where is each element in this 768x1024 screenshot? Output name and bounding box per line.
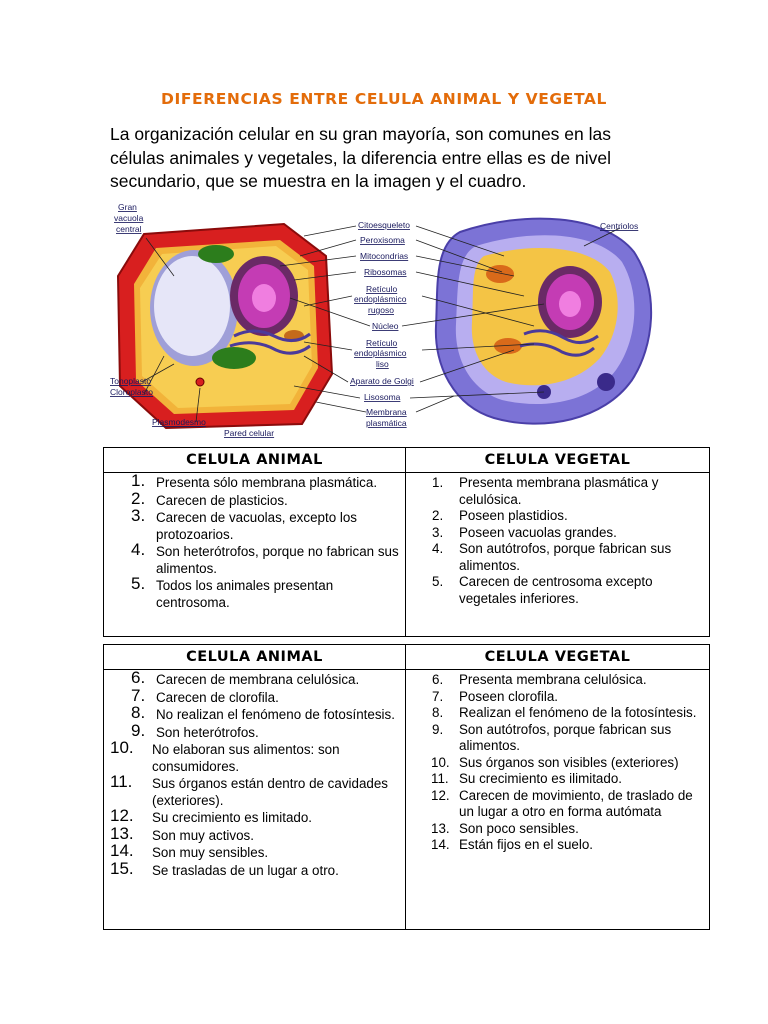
item-text: Todos los animales presentan centrosoma. <box>156 578 334 610</box>
list-item <box>406 475 703 508</box>
item-number: 12. <box>431 787 450 803</box>
intro-paragraph: La organización celular en su gran mayoría, son comunes en las células animales y vegetales, la diferencia entre ellas es de nivel secundario, que se muestra en la imagen y el cuadro. <box>110 124 611 191</box>
list-item <box>104 772 399 809</box>
item-number: 11. <box>110 772 133 791</box>
item-text: Poseen plastidios. <box>459 508 568 523</box>
list-item <box>406 788 703 821</box>
list-item <box>406 705 703 722</box>
item-number: 11. <box>431 771 449 786</box>
item-number: 8. <box>131 703 146 722</box>
animal-column <box>104 473 406 637</box>
vegetal-list <box>406 670 709 858</box>
list-item <box>406 771 703 788</box>
label-plasmodesmo: Plasmodesmo <box>152 417 206 427</box>
label-gran-vacuola-2: vacuola <box>114 213 144 223</box>
list-item <box>104 720 399 742</box>
item-text: Su crecimiento es limitado. <box>152 810 313 825</box>
item-text: Sus órganos son visibles (exteriores) <box>459 754 679 770</box>
item-number: 12. <box>110 806 134 825</box>
list-item <box>104 668 399 689</box>
item-text: Su crecimiento es ilimitado. <box>459 771 622 786</box>
vegetal-column <box>406 473 710 637</box>
list-item <box>104 858 399 880</box>
comparison-table-2 <box>103 644 710 930</box>
animal-cell-illustration <box>436 219 651 424</box>
list-item <box>104 540 399 577</box>
list-item <box>104 506 399 543</box>
item-text: Son heterótrofos. <box>156 724 259 740</box>
item-text: Carecen de centrosoma excepto vegetales inferiores. <box>459 574 653 606</box>
item-number: 2. <box>432 508 444 523</box>
label-reticulo-rugoso: Retículo <box>366 284 398 294</box>
label-golgi: Aparato de Golgi <box>350 376 414 386</box>
item-number: 9. <box>131 720 146 740</box>
list-item <box>406 525 703 542</box>
label-membrana-2: plasmática <box>366 418 407 428</box>
item-text: Carecen de movimiento, de traslado de un lugar a otro en forma autómata <box>459 787 693 819</box>
list-item <box>104 738 399 775</box>
list-item <box>406 821 703 838</box>
item-text: No elaboran sus alimentos: son consumidores. <box>152 742 340 774</box>
label-reticulo-liso-2: endoplásmico <box>354 348 407 358</box>
item-number: 10. <box>110 738 134 757</box>
label-centriolos: Centriolos <box>600 221 639 231</box>
label-ribosomas: Ribosomas <box>364 267 407 277</box>
list-item <box>406 689 703 706</box>
label-membrana: Membrana <box>366 407 407 417</box>
list-item <box>406 541 703 574</box>
list-item <box>104 488 399 510</box>
animal-column <box>104 670 406 930</box>
item-text: Son autótrofos, porque fabrican sus alimentos. <box>459 721 672 753</box>
label-mitocondrias: Mitocondrias <box>360 251 409 261</box>
list-item <box>406 755 703 772</box>
item-number: 4. <box>131 540 146 559</box>
item-number: 6. <box>131 668 146 687</box>
list-item <box>104 471 399 492</box>
item-number: 1. <box>432 475 444 490</box>
item-text: Presenta membrana celulósica. <box>459 672 647 687</box>
item-number: 7. <box>432 688 444 704</box>
item-text: Se trasladas de un lugar a otro. <box>152 862 339 878</box>
item-text: Presenta sólo membrana plasmática. <box>156 475 378 490</box>
label-gran-vacuola: Gran <box>118 202 137 212</box>
item-text: Sus órganos están dentro de cavidades (exteriores). <box>152 776 388 808</box>
label-cloroplasto: Cloroplasto <box>110 387 153 397</box>
header-celula-animal: CELULA ANIMAL <box>104 448 406 473</box>
item-number: 9. <box>432 721 444 737</box>
animal-list <box>104 670 405 884</box>
item-text: Poseen clorofila. <box>459 688 558 704</box>
item-number: 4. <box>432 541 444 556</box>
item-number: 7. <box>131 685 146 705</box>
item-text: No realizan el fenómeno de fotosíntesis. <box>156 707 395 722</box>
item-text: Son muy sensibles. <box>152 845 269 860</box>
label-gran-vacuola-3: central <box>116 224 142 234</box>
label-tonoplasto: Tonoplasto <box>110 376 152 386</box>
list-item <box>104 806 399 827</box>
item-number: 6. <box>432 672 444 687</box>
animal-list <box>104 473 405 616</box>
comparison-table-1 <box>103 447 710 637</box>
label-nucleo: Núcleo <box>372 321 399 331</box>
list-item <box>104 703 399 724</box>
item-number: 14. <box>431 837 450 852</box>
cell-diagram <box>104 196 660 440</box>
item-number: 14. <box>110 841 134 860</box>
label-citoesqueleto: Citoesqueleto <box>358 220 410 230</box>
item-text: Presenta membrana plasmática y celulósica. <box>459 475 659 507</box>
page-title: DIFERENCIAS ENTRE CELULA ANIMAL Y VEGETAL <box>161 90 607 108</box>
list-item <box>406 574 703 607</box>
list-item <box>104 574 399 611</box>
label-lisosoma: Lisosoma <box>364 392 401 402</box>
item-text: Carecen de clorofila. <box>156 689 279 705</box>
list-item <box>406 508 703 525</box>
item-text: Son heterótrofos, porque no fabrican sus alimentos. <box>156 544 399 576</box>
list-item <box>406 837 703 854</box>
label-reticulo-rugoso-3: rugoso <box>368 305 394 315</box>
item-text: Son poco sensibles. <box>459 820 579 836</box>
item-number: 15. <box>110 858 134 878</box>
vegetal-list <box>406 473 709 611</box>
item-number: 10. <box>431 754 450 770</box>
plant-cell-illustration <box>118 224 332 428</box>
item-text: Realizan el fenómeno de la fotosíntesis. <box>459 705 697 720</box>
header-celula-vegetal: CELULA VEGETAL <box>406 448 710 473</box>
item-number: 3. <box>432 524 444 540</box>
list-item <box>104 823 399 845</box>
item-text: Carecen de membrana celulósica. <box>156 672 360 687</box>
header-celula-vegetal: CELULA VEGETAL <box>406 645 710 670</box>
label-peroxisoma: Peroxisoma <box>360 235 405 245</box>
item-text: Son muy activos. <box>152 827 254 843</box>
list-item <box>406 722 703 755</box>
item-number: 5. <box>131 574 146 593</box>
item-number: 2. <box>131 488 146 508</box>
item-number: 13. <box>110 823 134 843</box>
label-reticulo-liso-3: liso <box>376 359 389 369</box>
label-pared-celular: Pared celular <box>224 428 275 438</box>
vegetal-column <box>406 670 710 930</box>
list-item <box>104 841 399 862</box>
list-item <box>104 685 399 707</box>
label-reticulo-liso: Retículo <box>366 338 398 348</box>
item-number: 13. <box>431 820 450 836</box>
label-reticulo-rugoso-2: endoplásmico <box>354 294 407 304</box>
item-number: 1. <box>131 471 146 490</box>
item-text: Carecen de plasticios. <box>156 492 288 508</box>
item-number: 8. <box>432 705 444 720</box>
item-number: 3. <box>131 506 146 525</box>
item-text: Poseen vacuolas grandes. <box>459 524 617 540</box>
list-item <box>406 672 703 689</box>
item-text: Carecen de vacuolas, excepto los protozoarios. <box>156 510 357 542</box>
item-text: Son autótrofos, porque fabrican sus alimentos. <box>459 541 672 573</box>
item-number: 5. <box>432 574 444 589</box>
header-celula-animal: CELULA ANIMAL <box>104 645 406 670</box>
item-text: Están fijos en el suelo. <box>459 837 593 852</box>
